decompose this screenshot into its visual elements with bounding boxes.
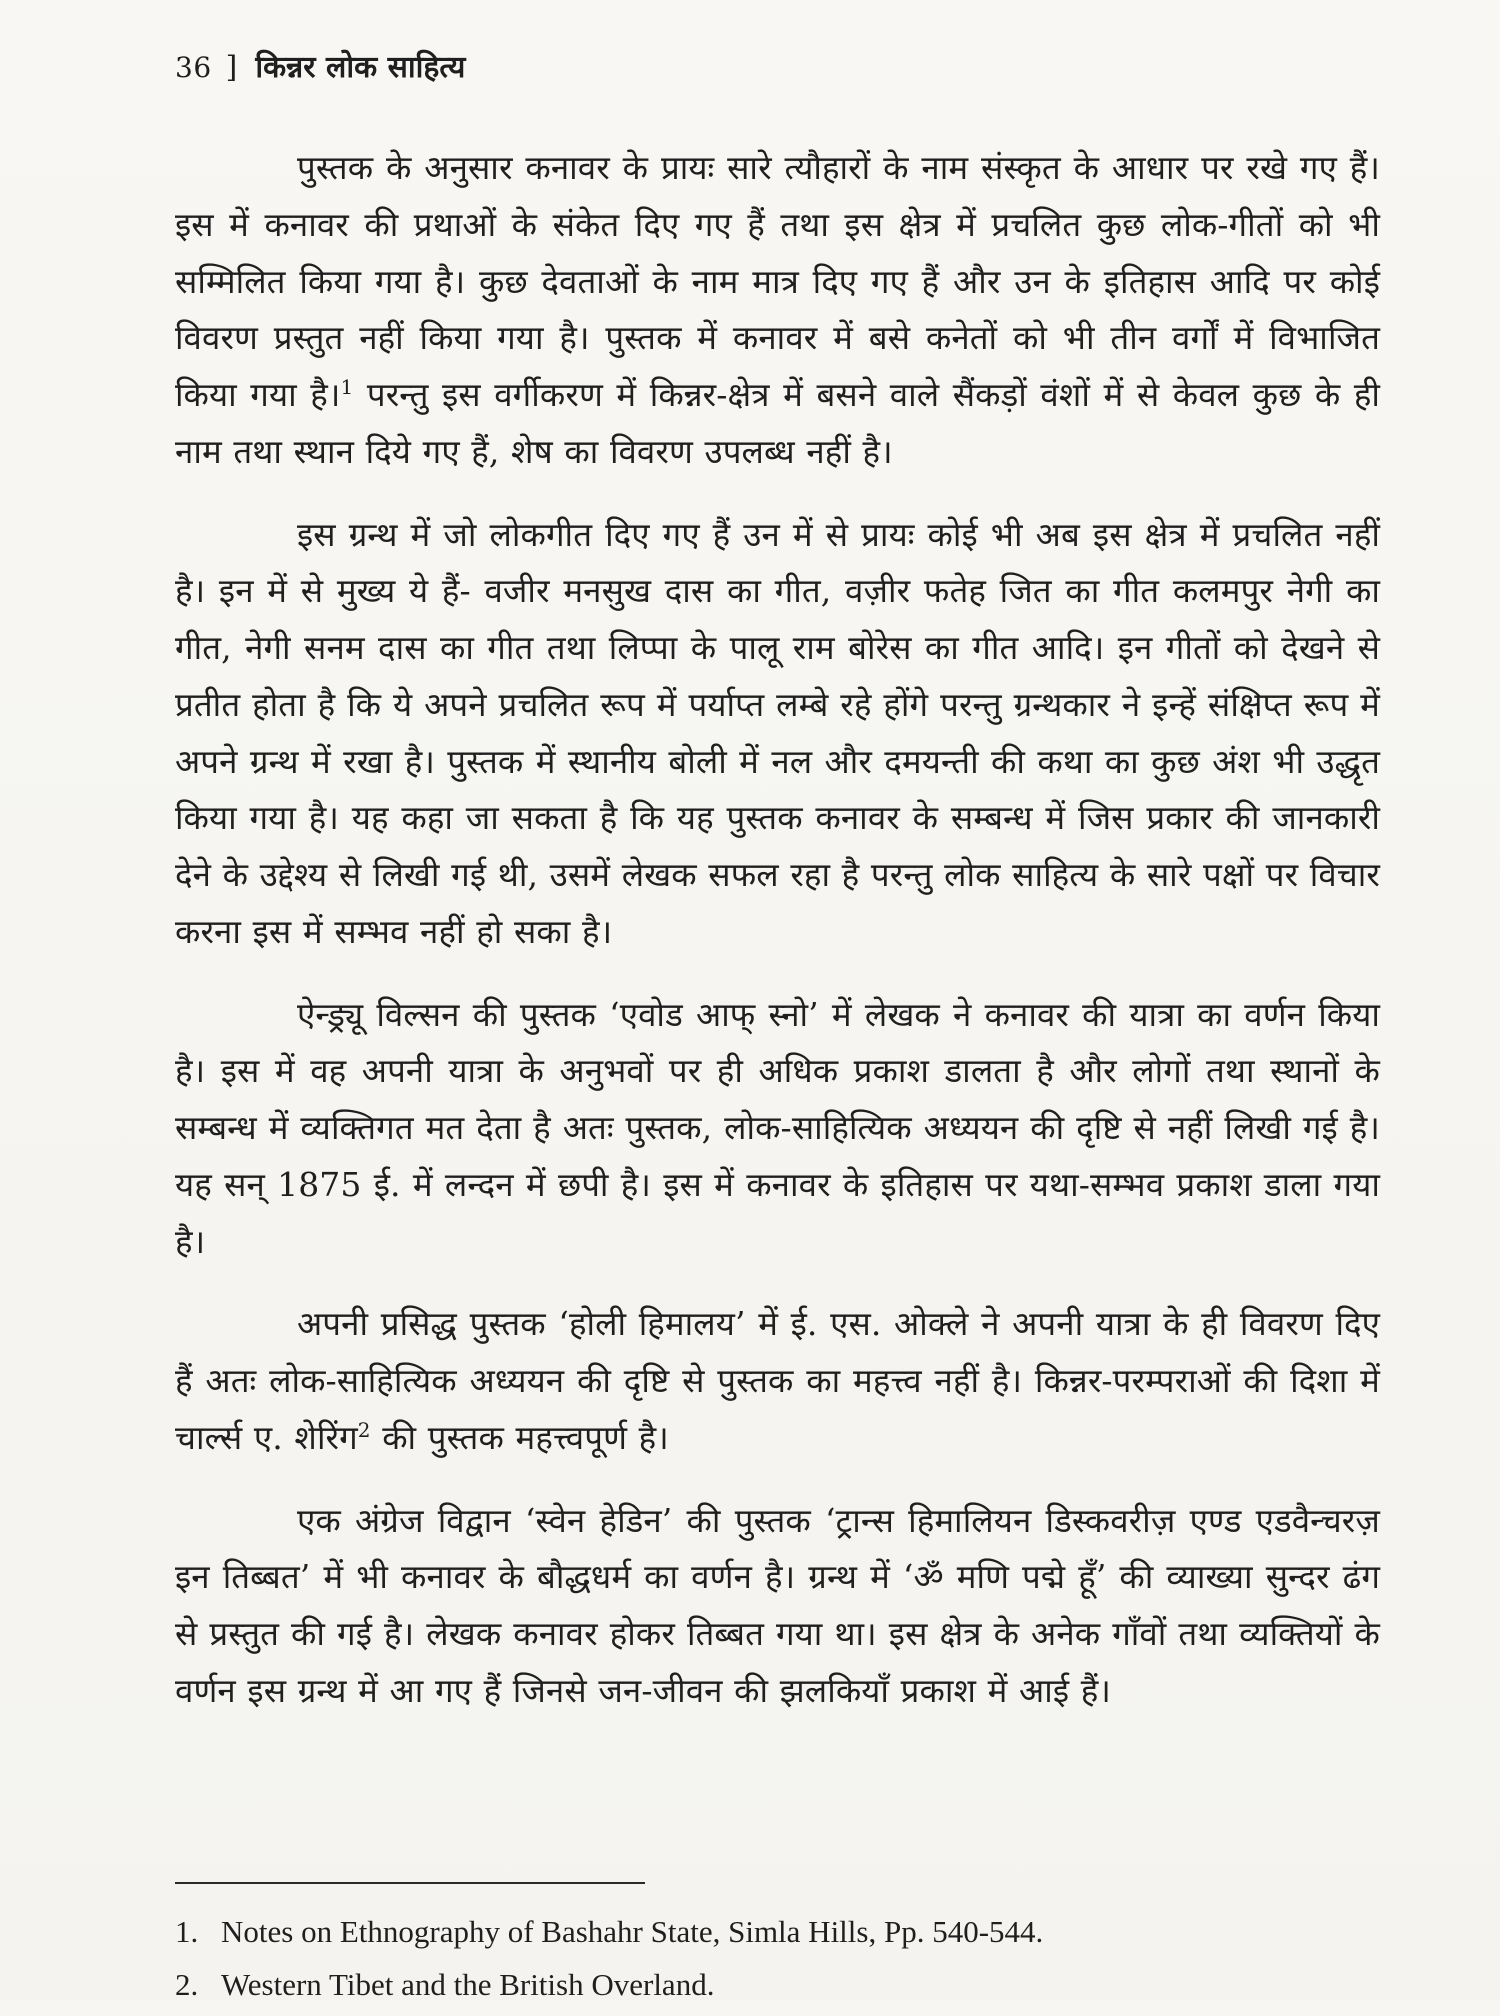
- paragraph-4: [175, 1296, 1380, 1466]
- paragraph-4-text-after-note: की पुस्तक महत्त्वपूर्ण है।: [370, 1417, 669, 1457]
- paragraph-2: इस ग्रन्थ में जो लोकगीत दिए गए हैं उन में से प्रायः कोई भी अब इस क्षेत्र में प्रचलित नहीं है। इन में से मुख्य ये हैं- वजीर मनसुख दास का गीत, वज़ीर फतेह जित का गीत कलमपुर नेगी का गीत, नेगी सनम दास का गीत तथा लिप्पा के पालू राम बोरेस का गीत आदि। इन गीतों को देखने से प्रतीत होता है कि ये अपने प्रचलित रूप में पर्याप्त लम्बे रहे होंगे परन्तु ग्रन्थकार ने इन्हें संक्षिप्त रूप में अपने ग्रन्थ में रखा है। पुस्तक में स्थानीय बोली में नल और दमयन्ती की कथा का कुछ अंश भी उद्धृत किया गया है। यह कहा जा सकता है कि यह पुस्तक कनावर के सम्बन्ध में जिस प्रकार की जानकारी देने के उद्देश्य से लिखी गई थी, उसमें लेखक सफल रहा है परन्तु लोक साहित्य के सारे पक्षों पर विचार करना इस में सम्भव नहीं हो सका है।: [175, 514, 1380, 951]
- footnote-text-2: Western Tibet and the British Overland.: [221, 1966, 715, 2002]
- paragraph-5: एक अंग्रेज विद्वान ‘स्वेन हेडिन’ की पुस्तक ‘ट्रान्स हिमालियन डिस्कवरीज़ एण्ड एडवैन्चरज़ इन तिब्बत’ में भी कनावर के बौद्धधर्म का वर्णन है। ग्रन्थ में ‘ॐ मणि पद्मे हूँ’ की व्याख्या सुन्दर ढंग से प्रस्तुत की गई है। लेखक कनावर होकर तिब्बत गया था। इस क्षेत्र के अनेक गाँवों तथा व्यक्तियों के वर्णन इस ग्रन्थ में आ गए हैं जिनसे जन-जीवन की झलकियाँ प्रकाश में आई हैं।: [175, 1500, 1380, 1710]
- footnote-number-1: 1.: [175, 1914, 199, 1949]
- footnote-text-1: Notes on Ethnography of Bashahr State, Simla Hills, Pp. 540-544.: [221, 1914, 1044, 1949]
- footnote-ref-2: 2: [357, 1417, 371, 1442]
- paragraph-3: ऐन्ड्र्यू विल्सन की पुस्तक ‘एवोड आफ् स्नो’ में लेखक ने कनावर की यात्रा का वर्णन किया है। इस में वह अपनी यात्रा के अनुभवों पर ही अधिक प्रकाश डालता है और लोगों तथा स्थानों के सम्बन्ध में व्यक्तिगत मत देता है अतः पुस्तक, लोक-साहित्यिक अध्ययन की दृष्टि से नहीं लिखी गई है। यह सन् 1875 ई. में लन्दन में छपी है। इस में कनावर के इतिहास पर यथा-सम्भव प्रकाश डाला गया है।: [175, 994, 1380, 1261]
- running-title: किन्नर लोक साहित्य: [255, 50, 466, 85]
- footnote-ref-1: 1: [340, 375, 354, 399]
- footnote-2: [175, 1963, 1380, 2008]
- footnote-1: [175, 1910, 1380, 1955]
- page-number: 36: [175, 51, 212, 84]
- footnote-number-2: 2.: [175, 1966, 199, 2002]
- paragraph-4-text-before-note: अपनी प्रसिद्ध पुस्तक ‘होली हिमालय’ में ई. एस. ओक्ले ने अपनी यात्रा के ही विवरण दिए हैं अतः लोक-साहित्यिक अध्ययन की दृष्टि से पुस्तक का महत्त्व नहीं है। किन्नर-परम्पराओं की दिशा में चार्ल्स ए. शेरिंग: [175, 1304, 1380, 1457]
- page-header: [175, 50, 1380, 86]
- main-text: [175, 140, 1380, 1720]
- paragraph-1: [175, 140, 1380, 481]
- footnote-divider: [175, 1882, 645, 1884]
- footnotes: [175, 1882, 1380, 2016]
- paragraph-1-text-before-note: पुस्तक के अनुसार कनावर के प्रायः सारे त्यौहारों के नाम संस्कृत के आधार पर रखे गए हैं। इस में कनावर की प्रथाओं के संकेत दिए गए हैं तथा इस क्षेत्र में प्रचलित कुछ लोक-गीतों को भी सम्मिलित किया गया है। कुछ देवताओं के नाम मात्र दिए गए हैं और उन के इतिहास आदि पर कोई विवरण प्रस्तुत नहीं किया गया है। पुस्तक में कनावर में बसे कनेतों को भी तीन वर्गों में विभाजित किया गया है।: [175, 148, 1380, 414]
- header-separator: ]: [225, 50, 238, 85]
- paragraph-1-text-after-note: परन्तु इस वर्गीकरण में किन्नर-क्षेत्र में बसने वाले सैंकड़ों वंशों में से केवल कुछ के ही नाम तथा स्थान दिये गए हैं, शेष का विवरण उपलब्ध नहीं है।: [175, 375, 1380, 471]
